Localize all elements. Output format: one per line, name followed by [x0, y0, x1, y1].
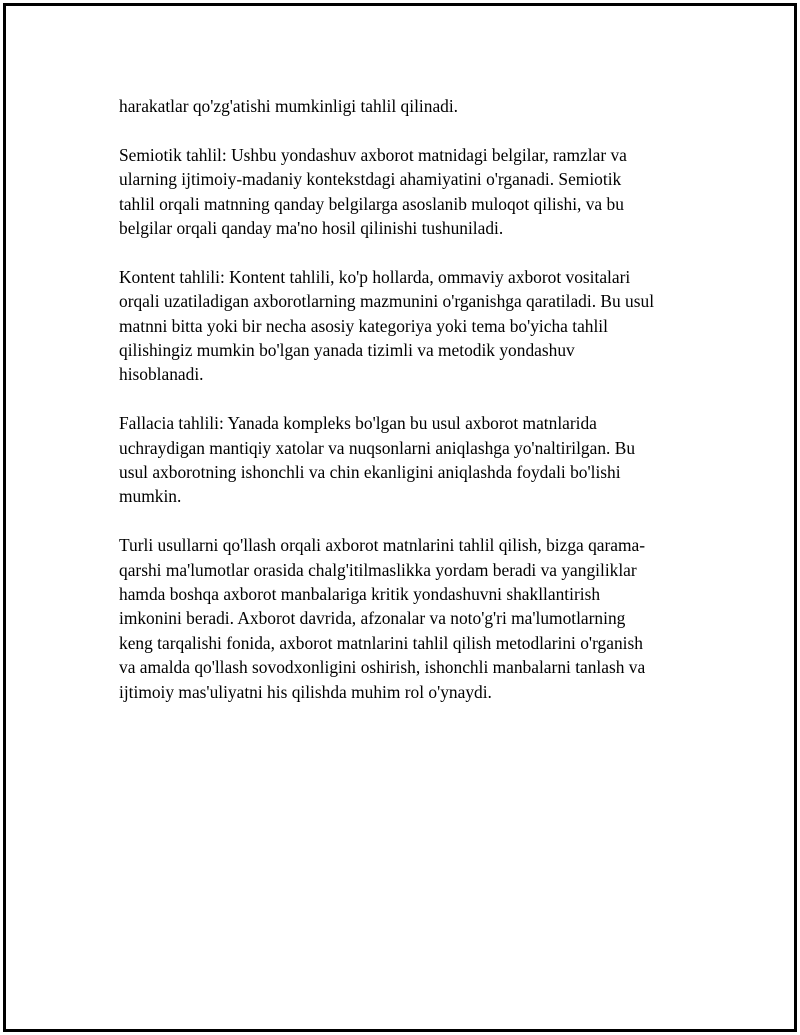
- paragraph-conclusion: Turli usullarni qo'llash orqali axborot matnlarini tahlil qilish, bizga qarama- qarshi ma'lumotlar orasida chalg'itilmaslikka yordam beradi va yangiliklar hamda boshqa axborot manbalariga kritik yondashuvni shakllantirish imkonini beradi. Axborot davrida, afzonalar va noto'g'ri ma'lumotlarning keng tarqalishi fonida, axborot matnlarini tahlil qilish metodlarini o'rganish va amalda qo'llash sovodxonligini oshirish, ishonchli manbalarni tanlash va ijtimoiy mas'uliyatni his qilishda muhim rol o'ynaydi.: [119, 535, 646, 702]
- page-frame: [3, 3, 797, 1032]
- paragraph-fallacia-tahlili: Fallacia tahlili: Yanada kompleks bo'lgan bu usul axborot matnlarida uchraydigan mantiqiy xatolar va nuqsonlarni aniqlashga yo'naltirilgan. Bu usul axborotning ishonchli va chin ekanligini aniqlashda foydali bo'lishi mumkin.: [119, 413, 636, 507]
- paragraph-kontent-tahlili: Kontent tahlili: Kontent tahlili, ko'p hollarda, ommaviy axborot vositalari orqali uzatiladigan axborotlarning mazmunini o'rganishga qaratiladi. Bu usul matnni bitta yoki bir necha asosiy kategoriya yoki tema bo'yicha tahlil qilishingiz mumkin bo'lgan yanada tizimli va metodik yondashuv hisoblanadi.: [119, 266, 655, 385]
- page-content: [119, 94, 699, 728]
- paragraph-continuation: harakatlar qo'zg'atishi mumkinligi tahlil qilinadi.: [119, 96, 459, 116]
- paragraph-semiotik-tahlil: Semiotik tahlil: Ushbu yondashuv axborot matnidagi belgilar, ramzlar va ularning ijtimoiy-madaniy kontekstdagi ahamiyatini o'rganadi. Semiotik tahlil orqali matnning qanday belgilarga asoslanib muloqot qilishi, va bu belgilar orqali qanday ma'no hosil qilinishi tushuniladi.: [119, 144, 627, 239]
